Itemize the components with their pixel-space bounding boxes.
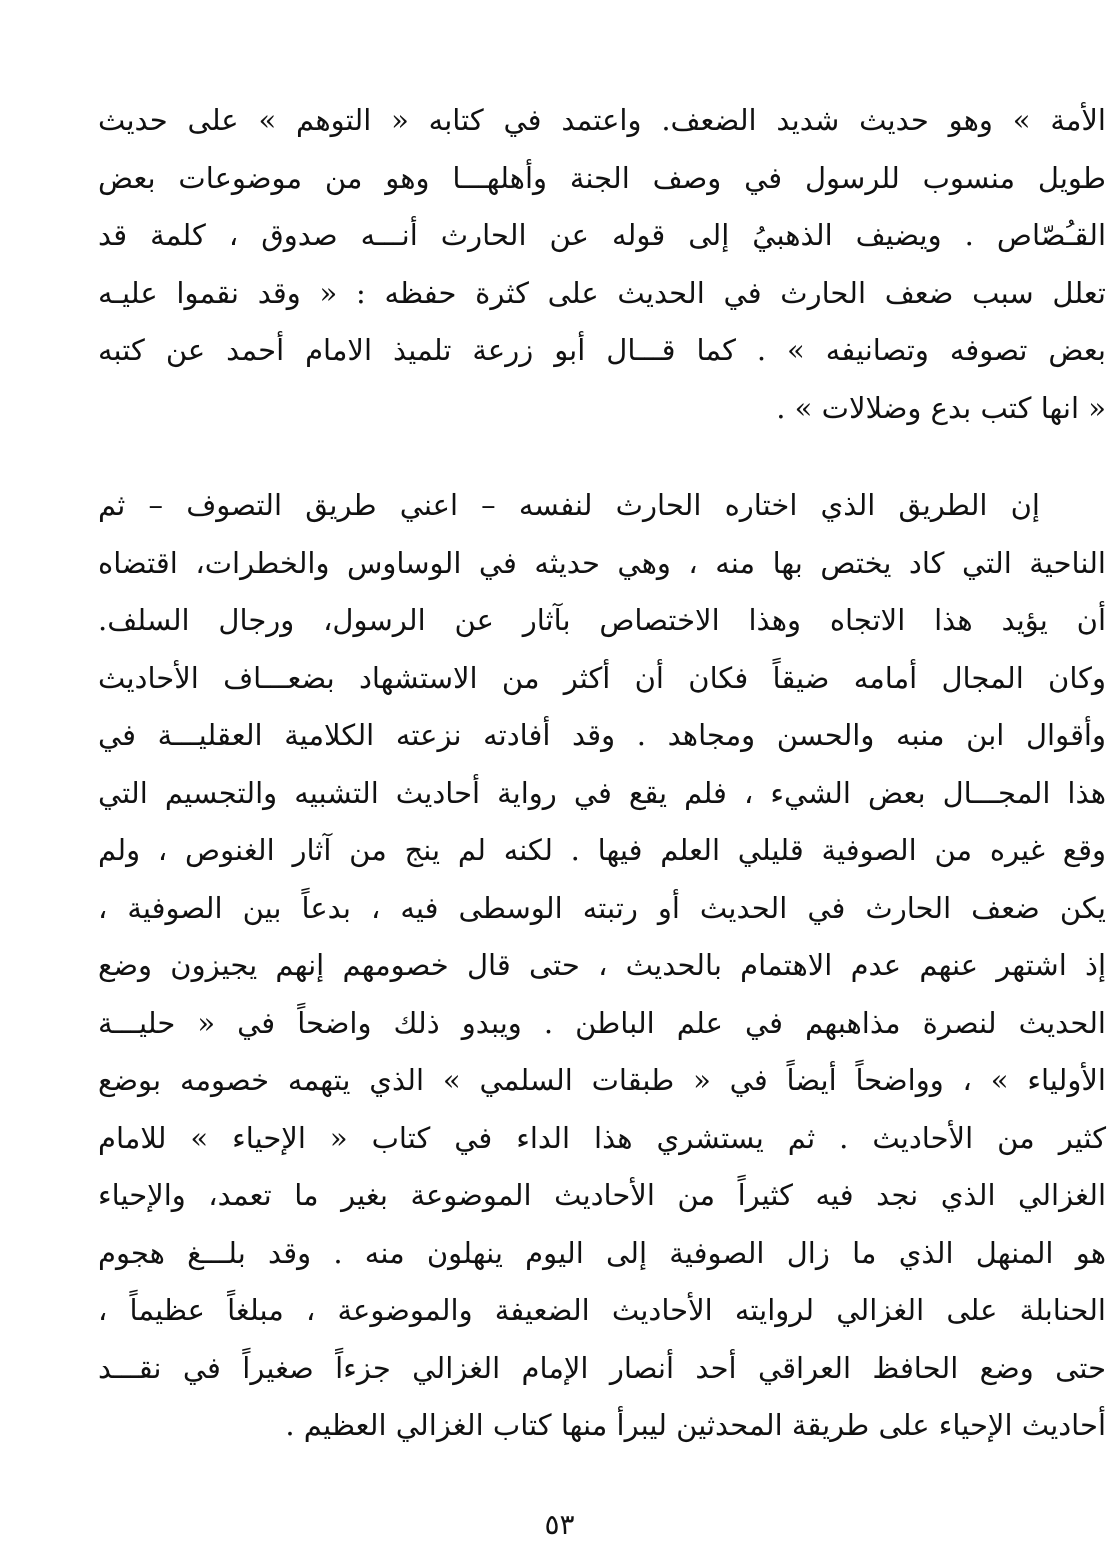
text-line: إذ اشتهر عنهم عدم الاهتمام بالحديث ، حتى قال خصومهم إنهم يجيزون وضع [98,948,1106,982]
text-line: الحديث لنصرة مذاهبهم في علم الباطن . ويبدو ذلك واضحاً في « حليـــة [98,1005,1106,1040]
text-line: يكن ضعف الحارث في الحديث أو رتبته الوسطى فيه ، بدعاً بين الصوفية ، [98,890,1106,925]
paragraph [98,477,1106,1455]
text-line: هو المنهل الذي ما زال الصوفية إلى اليوم ينهلون منه . وقد بلـــغ هجوم [98,1235,1106,1270]
text-line: تعلل سبب ضعف الحارث في الحديث على كثرة حفظه : « وقد نقموا عليـه [98,275,1106,310]
text-line: الناحية التي كاد يختص بها منه ، وهي حديثه في الوساوس والخطرات، اقتضاه [98,545,1106,580]
text-line: الحنابلة على الغزالي لروايته الأحاديث الضعيفة والموضوعة ، مبلغاً عظيماً ، [98,1293,1106,1327]
text-line: حتى وضع الحافظ العراقي أحد أنصار الإمام الغزالي جزءاً صغيراً في نقـــد [98,1350,1106,1385]
text-line: « انها كتب بدع وضلالات » . [776,390,1106,425]
text-line: وأقوال ابن منبه والحسن ومجاهد . وقد أفادته نزعته الكلامية العقليـــة في [98,718,1106,752]
text-line: إن الطريق الذي اختاره الحارث لنفسه – اعني طريق التصوف – ثم [98,488,1040,522]
text-line: وقع غيره من الصوفية قليلي العلم فيها . لكنه لم ينج من آثار الغنوص ، ولم [98,833,1106,867]
text-line: الغزالي الذي نجد فيه كثيراً من الأحاديث الموضوعة بغير ما تعمد، والإحياء [98,1178,1106,1212]
paragraph [98,92,1106,437]
page-number: ٥٣ [544,1508,575,1541]
text-line: بعض تصوفه وتصانيفه » . كما قـــال أبو زرعة تلميذ الامام أحمد عن كتبه [98,333,1106,367]
text-line: أحاديث الإحياء على طريقة المحدثين ليبرأ منها كتاب الغزالي العظيم . [285,1408,1106,1442]
text-line: كثير من الأحاديث . ثم يستشري هذا الداء في كتاب « الإحياء » للامام [98,1120,1106,1155]
text-line: الأمة » وهو حديث شديد الضعف. واعتمد في كتابه « التوهم » على حديث [98,103,1106,137]
text-line: القـُصّاص . ويضيف الذهبيُ إلى قوله عن الحارث أنـــه صدوق ، كلمة قد [98,218,1106,252]
text-line: الأولياء » ، وواضحاً أيضاً في « طبقات السلمي » الذي يتهمه خصومه بوضع [98,1063,1106,1097]
text-line: طويل منسوب للرسول في وصف الجنة وأهلهـــا وهو من موضوعات بعض [98,160,1106,195]
text-line: وكان المجال أمامه ضيقاً فكان أن أكثر من الاستشهاد بضعـــاف الأحاديث [98,660,1106,695]
text-line: أن يؤيد هذا الاتجاه وهذا الاختصاص بآثار عن الرسول، ورجال السلف. [98,603,1106,637]
text-line: هذا المجـــال بعض الشيء ، فلم يقع في رواية أحاديث التشبيه والتجسيم التي [98,775,1106,810]
